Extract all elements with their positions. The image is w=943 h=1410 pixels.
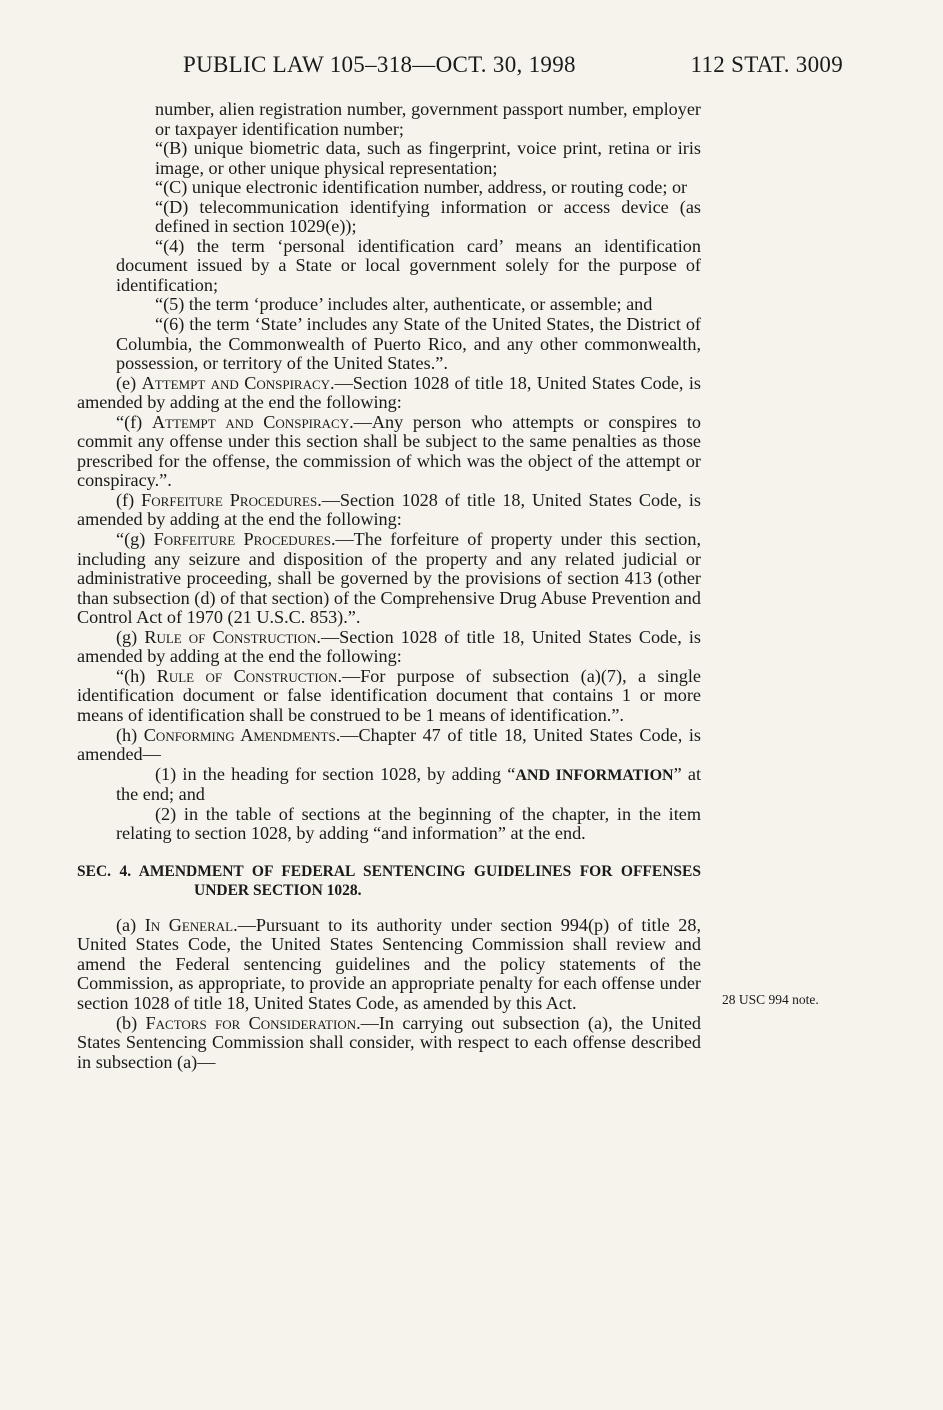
subsec-f: (f) Forfeiture Procedures.—Section 1028 of title 18, United States Code, is amended by adding at the end the following:: [77, 489, 701, 530]
margin-note: 28 USC 994 note.: [722, 992, 819, 1007]
quote-f: “(f) Attempt and Conspiracy.—Any person who attempts or conspires to commit any offense under this section shall be subject to the same penalties as those prescribed for the offense, the commission of which was the object of the attempt or conspiracy.”.: [77, 411, 701, 491]
para-3B: “(B) unique biometric data, such as fingerprint, voice print, retina or iris image, or other unique physical representation;: [155, 138, 701, 178]
subsec-h: (h) Conforming Amendments.—Chapter 47 of title 18, United States Code, is amended—: [77, 724, 701, 765]
subsec-g: (g) Rule of Construction.—Section 1028 of title 18, United States Code, is amended by adding at the end the following:: [77, 626, 701, 667]
quote-h: “(h) Rule of Construction.—For purpose of subsection (a)(7), a single identification document or false identification document that contains 1 or more means of identification shall be construed to be 1 means of identification.”.: [77, 665, 701, 725]
body-text: [77, 100, 701, 1072]
section-4-heading: SEC. 4. AMENDMENT OF FEDERAL SENTENCING GUIDELINES FOR OFFENSES UNDER SECTION 1028.: [77, 862, 701, 899]
sec4-subsec-b: (b) Factors for Consideration.—In carrying out subsection (a), the United States Sentencing Commission shall consider, with respect to each offense described in subsection (a)—: [77, 1012, 701, 1072]
sec4-subsec-a: (a) In General.—Pursuant to its authority under section 994(p) of title 28, United States Code, the United States Sentencing Commission shall review and amend the Federal sentencing guidelines and the policy statements of the Commission, as appropriate, to provide an appropriate penalty for each offense under section 1028 of title 18, United States Code, as amended by this Act.: [77, 914, 701, 1013]
header-law-date: PUBLIC LAW 105–318—OCT. 30, 1998: [183, 52, 576, 77]
running-header: [183, 52, 843, 82]
para-continuation: number, alien registration number, government passport number, employer or taxpayer identification number;: [155, 99, 701, 139]
header-stat-page: 112 STAT. 3009: [690, 52, 843, 77]
para-5: “(5) the term ‘produce’ includes alter, authenticate, or assemble; and: [155, 294, 653, 315]
para-3C: “(C) unique electronic identification number, address, or routing code; or: [155, 177, 688, 198]
subsec-h-1: (1) in the heading for section 1028, by adding “AND INFORMATION” at the end; and: [116, 763, 701, 805]
subsec-e: (e) Attempt and Conspiracy.—Section 1028 of title 18, United States Code, is amended by adding at the end the following:: [77, 372, 701, 413]
para-3D: “(D) telecommunication identifying information or access device (as defined in section 1029(e));: [155, 196, 701, 237]
subsec-h-2: (2) in the table of sections at the beginning of the chapter, in the item relating to section 1028, by adding “and information” at the end.: [116, 803, 701, 844]
para-6: “(6) the term ‘State’ includes any State of the United States, the District of Columbia, the Commonwealth of Puerto Rico, and any other commonwealth, possession, or territory of the United States.”.: [116, 314, 701, 374]
para-4: “(4) the term ‘personal identification card’ means an identification document issued by a State or local government solely for the purpose of identification;: [116, 235, 701, 295]
quote-g: “(g) Forfeiture Procedures.—The forfeiture of property under this section, including any seizure and disposition of the property and any related judicial or administrative proceeding, shall be governed by the provisions of section 413 (other than subsection (d) of that section) of the Comprehensive Drug Abuse Prevention and Control Act of 1970 (21 U.S.C. 853).”.: [77, 529, 701, 628]
